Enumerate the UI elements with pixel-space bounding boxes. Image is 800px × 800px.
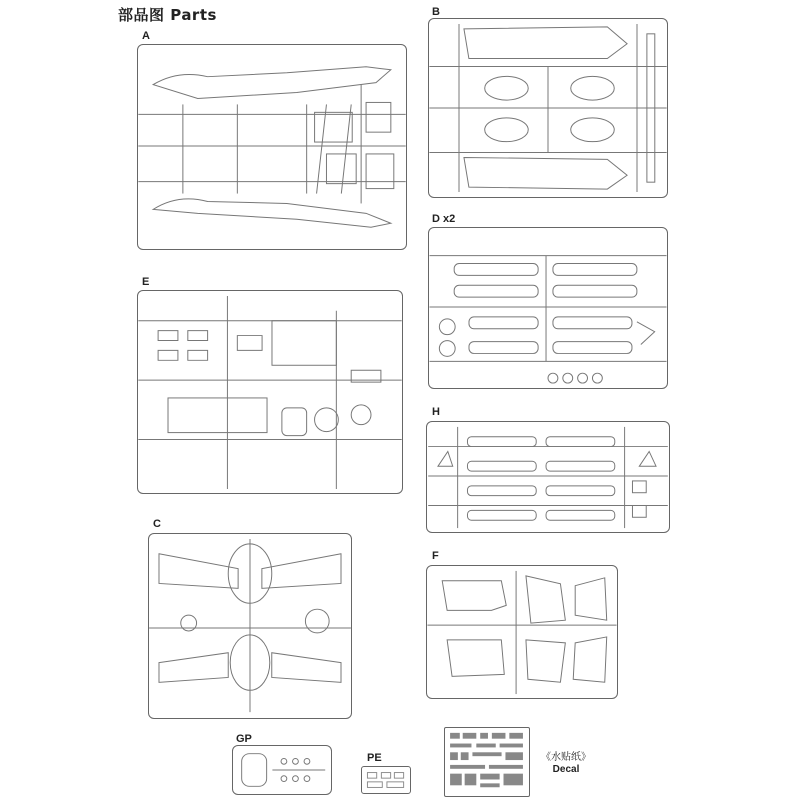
sprue-f-parts [427, 566, 617, 698]
sprue-a-label: A [142, 30, 150, 42]
sprue-b [428, 18, 668, 198]
sprue-e [137, 290, 403, 494]
sprue-f [426, 565, 618, 699]
page-title: 部品图 Parts [118, 6, 217, 24]
sprue-h-parts [427, 422, 669, 532]
pe-fret [361, 766, 411, 794]
sprue-d-label: D x2 [432, 213, 456, 225]
sprue-c [148, 533, 352, 719]
sprue-b-label: B [432, 6, 440, 18]
sprue-h-label: H [432, 406, 440, 418]
sprue-gp-label: GP [236, 733, 252, 745]
sprue-d [428, 227, 668, 389]
sprue-c-label: C [153, 518, 161, 530]
pe-fret-parts [362, 767, 410, 793]
decal-label-en: Decal [552, 764, 580, 775]
sprue-h [426, 421, 670, 533]
sprue-d-parts [429, 228, 667, 388]
decal-sheet [444, 727, 530, 797]
sprue-e-label: E [142, 276, 150, 288]
sprue-a-parts [138, 45, 406, 249]
sprue-a [137, 44, 407, 250]
sprue-c-parts [149, 534, 351, 718]
pe-label: PE [367, 752, 382, 764]
decal-sheet-graphic [445, 728, 529, 796]
decal-label [536, 752, 596, 776]
sprue-gp [232, 745, 332, 795]
sprue-gp-parts [233, 746, 331, 794]
sprue-e-parts [138, 291, 402, 493]
decal-label-cn: 《水贴纸》 [541, 752, 591, 763]
sprue-f-label: F [432, 550, 439, 562]
sprue-b-parts [429, 19, 667, 197]
